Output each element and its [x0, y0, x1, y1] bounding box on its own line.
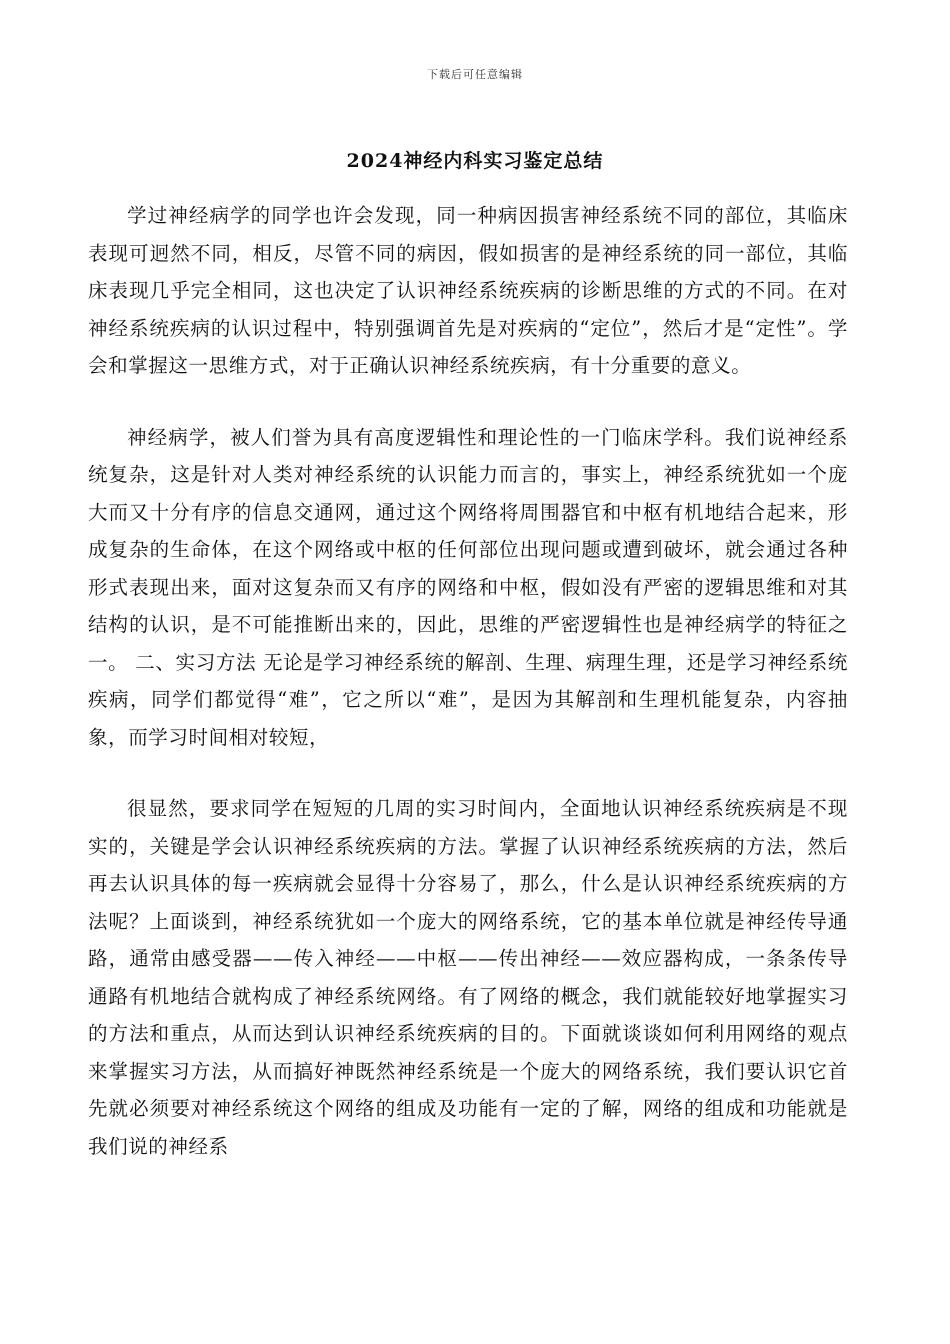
header-note: 下载后可任意编辑	[427, 68, 523, 81]
document-title: 2024神经内科实习鉴定总结	[346, 150, 604, 172]
document-body	[88, 197, 848, 1165]
paragraph-2: 神经病学，被人们誉为具有高度逻辑性和理论性的一门临床学科。我们说神经系统复杂，这是针对人类对神经系统的认识能力而言的，事实上，神经系统犹如一个庞大而又十分有序的信息交通网，通过这个网络将周围器官和中枢有机地结合起来，形成复杂的生命体，在这个网络或中枢的任何部位出现问题或遭到破坏，就会通过各种形式表现出来，面对这复杂而又有序的网络和中枢，假如没有严密的逻辑思维和对其结构的认识，是不可能推断出来的，因此，思维的严密逻辑性也是神经病学的特征之一。 二、实习方法 无论是学习神经系统的解剖、生理、病理生理，还是学习神经系统疾病，同学们都觉得“难”，它之所以“难”，是因为其解剖和生理机能复杂，内容抽象，而学习时间相对较短，	[88, 425, 848, 749]
paragraph-3: 很显然，要求同学在短短的几周的实习时间内，全面地认识神经系统疾病是不现实的，关键是学会认识神经系统疾病的方法。掌握了认识神经系统疾病的方法，然后再去认识具体的每一疾病就会显得十分容易了，那么，什么是认识神经系统疾病的方法呢？上面谈到，神经系统犹如一个庞大的网络系统，它的基本单位就是神经传导通路，通常由感受器——传入神经——中枢——传出神经——效应器构成，一条条传导通路有机地结合就构成了神经系统网络。有了网络的概念，我们就能较好地掌握实习的方法和重点，从而达到认识神经系统疾病的目的。下面就谈谈如何利用网络的观点来掌握实习方法，从而搞好神既然神经系统是一个庞大的网络系统，我们要认识它首先就必须要对神经系统这个网络的组成及功能有一定的了解，网络的组成和功能就是我们说的神经系	[88, 797, 848, 1158]
paragraph-1: 学过神经病学的同学也许会发现，同一种病因损害神经系统不同的部位，其临床表现可迥然不同，相反，尽管不同的病因，假如损害的是神经系统的同一部位，其临床表现几乎完全相同，这也决定了认识神经系统疾病的诊断思维的方式的不同。在对神经系统疾病的认识过程中，特别强调首先是对疾病的“定位”，然后才是“定性”。学会和掌握这一思维方式，对于正确认识神经系统疾病，有十分重要的意义。	[88, 204, 848, 377]
